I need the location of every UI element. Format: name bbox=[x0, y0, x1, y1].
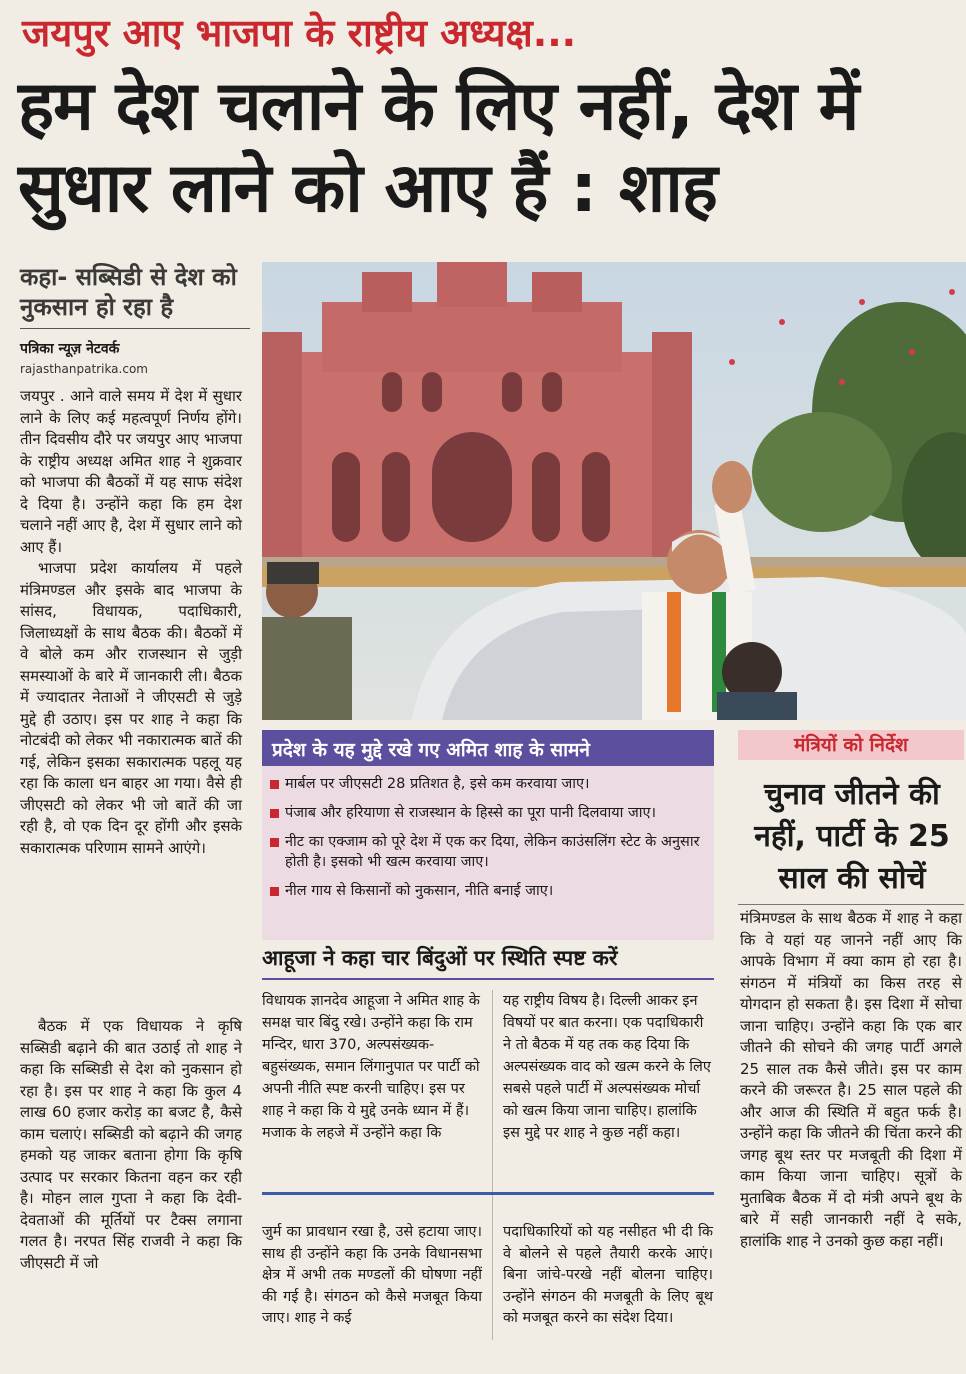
news-photo bbox=[262, 262, 966, 720]
lead-paragraph: जयपुर . आने वाले समय में देश में सुधार लाने के लिए कई महत्वपूर्ण निर्णय होंगे। तीन दिवसीय दौरे पर जयपुर आए भाजपा के राष्ट्रीय अध्यक्ष अमित शाह ने शुक्रवार को भाजपा की बैठकों में यह साफ संदेश दे दिया है। उन्होंने कहा कि हम देश चलाने नहीं आए है, देश में सुधार लाने को आए हैं। bbox=[20, 387, 242, 556]
issue-text: मार्बल पर जीएसटी 28 प्रतिशत है, इसे कम करवाया जाए। bbox=[285, 776, 590, 792]
lead-story-column bbox=[20, 386, 242, 859]
issue-text: नीट का एक्जाम को पूरे देश में एक कर दिया, लेकिन काउंसलिंग स्टेट के अनुसार होती है। इसको भी खत्म करवाया जाए। bbox=[285, 834, 700, 870]
sidebar-body: मंत्रिमण्डल के साथ बैठक में शाह ने कहा कि वे यहां यह जानने नहीं आए कि आपके विभाग में क्या काम हो रहा है। संगठन में मंत्रियों का किस तरह से योगदान हो सकता है। इस दिशा में सोचा जाना चाहिए। उन्होंने कहा कि एक बार जीतने की सोचने की जगह पार्टी अगले 25 साल तक कैसे जीते। इस पर काम करने की जरूरत है। 25 साल पहले की और आज की स्थिति में बहुत फर्क है। उन्होंने कहा कि जीतने की चिंता करने की जगह बूथ स्तर पर मजबूती की दिशा में काम किया जाना चाहिए। सूत्रों के मुताबिक बैठक में दो मंत्री अपने बूथ के बारे में सही जानकारी नहीं दे सके, हालांकि शाह ने उनको कुछ कहा नहीं। bbox=[740, 909, 962, 1250]
issue-item bbox=[270, 803, 706, 823]
lead-paragraph: भाजपा प्रदेश कार्यालय में पहले मंत्रिमण्डल और इसके बाद भाजपा के सांसद, विधायक, पदाधिकारी, जिलाध्यक्षों के साथ बैठक की। बैठकों में वे बोले कम और राजस्थान से जुड़ी समस्याओं के बारे में जानकारी ली। बैठक में ज्यादातर नेताओं ने जीएसटी से जुड़े मुद्दे ही उठाए। इस पर शाह ने कहा कि नोटबंदी को लेकर भी नकारात्मक बातें की गई, लेकिन इसका सकारात्मक पहलू यह रहा कि काला धन बाहर आ गया। वैसे ही जीएसटी को लेकर भी जो बातें की जा रही है, वो एक दिन दूर होंगी और इसके सकारात्मक परिणाम सामने आएंगे। bbox=[20, 559, 242, 857]
column-divider bbox=[492, 990, 493, 1340]
bullet-square-icon bbox=[270, 887, 279, 896]
issue-text: नील गाय से किसानों को नुकसान, नीति बनाई जाए। bbox=[285, 883, 554, 899]
continuation-col-1: जुर्म का प्रावधान रखा है, उसे हटाया जाए। साथ ही उन्होंने कहा कि उनके विधानसभा क्षेत्र में अभी तक मण्डलों की घोषणा नहीं की गई है। संगठन को कैसे मजबूत किया जाए। शाह ने कई bbox=[262, 1224, 482, 1326]
lead-story-column-lower bbox=[20, 1016, 242, 1274]
ahuja-story-title: आहूजा ने कहा चार बिंदुओं पर स्थिति स्पष्ट करें bbox=[262, 944, 714, 980]
headline: हम देश चलाने के लिए नहीं, देश में सुधार लाने को आए हैं : शाह bbox=[18, 67, 859, 228]
photo-illustration bbox=[262, 262, 966, 720]
strapline: कहा- सब्सिडी से देश को नुकसान हो रहा है bbox=[20, 263, 237, 321]
continuation-col-2: पदाधिकारियों को यह नसीहत भी दी कि वे बोलने से पहले तैयारी करके आएं। बिना जांचे-परखे नहीं बोलना चाहिए। उन्होंने संगठन की मजबूती के लिए बूथ को मजबूत करने का संदेश दिया। bbox=[503, 1224, 713, 1326]
bullet-square-icon bbox=[270, 838, 279, 847]
kicker: जयपुर आए भाजपा के राष्ट्रीय अध्यक्ष... bbox=[22, 11, 577, 55]
issues-box bbox=[262, 766, 714, 940]
sidebar-tag: मंत्रियों को निर्देश bbox=[738, 730, 964, 760]
section-rule bbox=[262, 1192, 714, 1195]
byline-name: पत्रिका न्यूज़ नेटवर्क bbox=[20, 341, 120, 357]
bullet-square-icon bbox=[270, 780, 279, 789]
issue-item bbox=[270, 832, 706, 872]
ahuja-story-col-2: यह राष्ट्रीय विषय है। दिल्ली आकर इन विषयों पर बात करना। एक पदाधिकारी ने तो बैठक में यह तक कह दिया कि अल्पसंख्यक वाद को खत्म करने के लिए सबसे पहले पार्टी में अल्पसंख्यक मोर्चा को खत्म किया जाना चाहिए। हालांकि इस मुद्दे पर शाह ने कुछ नहीं कहा। bbox=[503, 993, 711, 1141]
byline-site: rajasthanpatrika.com bbox=[20, 362, 148, 376]
lead-paragraph: बैठक में एक विधायक ने कृषि सब्सिडी बढ़ाने की बात उठाई तो शाह ने कहा कि सब्सिडी से देश को नुकसान हो रहा है। इस पर शाह ने कहा कि कुल 4 लाख 60 हजार करोड़ का बजट है, कैसे काम चलाएं। सब्सिडी को बढ़ाने की जगह हमको यह जाकर बताना होगा कि कृषि उत्पाद पर सरकार कितना वहन कर रही है। मोहन लाल गुप्ता ने कहा कि देवी-देवताओं की मूर्तियों पर टैक्स लगाना गलत है। नरपत सिंह राजवी ने कहा कि जीएसटी में जो bbox=[20, 1017, 242, 1272]
bullet-square-icon bbox=[270, 809, 279, 818]
ahuja-story-col-1: विधायक ज्ञानदेव आहूजा ने अमित शाह के समक्ष चार बिंदु रखे। उन्होंने कहा कि राम मन्दिर, धारा 370, अल्पसंख्यक-बहुसंख्यक, समान लिंगानुपात पर पार्टी को अपनी नीति स्पष्ट करनी चाहिए। इस पर शाह ने कहा कि ये मुद्दे उनके ध्यान में हैं। मजाक के लहजे में उन्होंने कहा कि bbox=[262, 993, 480, 1141]
byline bbox=[20, 328, 250, 376]
sidebar-rule bbox=[738, 904, 964, 905]
issue-text: पंजाब और हरियाणा से राजस्थान के हिस्से का पूरा पानी दिलवाया जाए। bbox=[285, 805, 657, 821]
issue-item bbox=[270, 881, 706, 901]
issues-box-title: प्रदेश के यह मुद्दे रखे गए अमित शाह के सामने bbox=[262, 730, 714, 768]
sidebar-headline: चुनाव जीतने की नहीं, पार्टी के 25 साल की सोचें bbox=[754, 777, 950, 896]
issue-item bbox=[270, 774, 706, 794]
